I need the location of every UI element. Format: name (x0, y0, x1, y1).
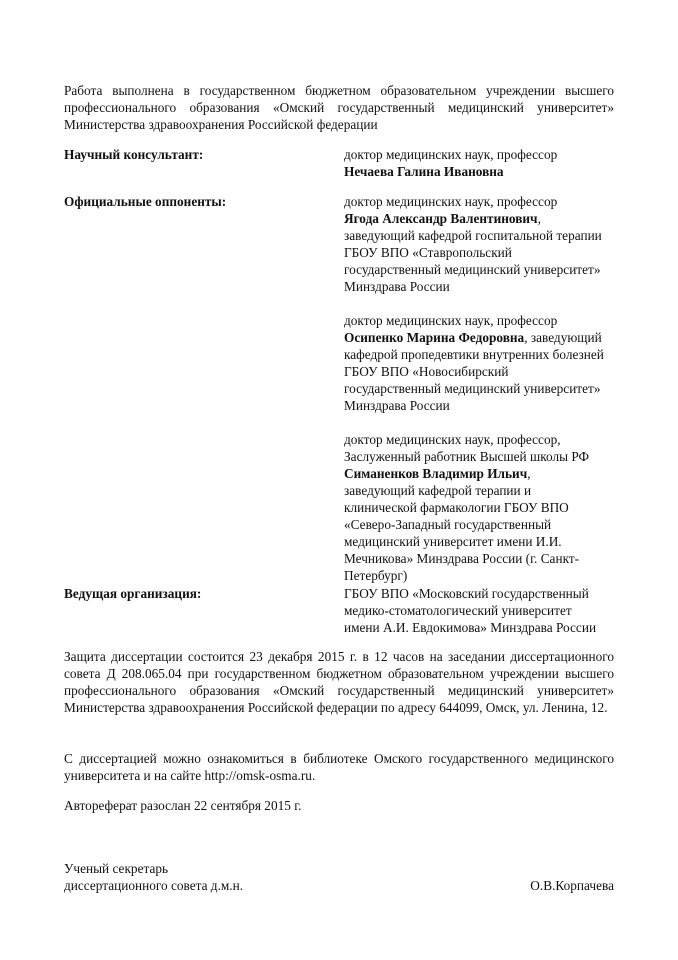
opponent-position: кафедрой пропедевтики внутренних болезней (344, 347, 604, 362)
leading-org-value (344, 585, 616, 636)
opponent-title: Заслуженный работник Высшей школы РФ (344, 449, 590, 464)
opponent-name-suffix: , (537, 211, 541, 226)
opponent-position: заведующий кафедрой терапии и (344, 483, 532, 498)
sent-date: Автореферат разослан 22 сентября 2015 г. (64, 798, 302, 813)
secretary-block (64, 860, 614, 894)
opponent-item (344, 193, 616, 295)
opponent-ministry: Минздрава России (344, 398, 450, 413)
opponent-position: заведующий кафедрой госпитальной терапии (344, 228, 602, 243)
opponent-name-suffix: , (527, 466, 531, 481)
secretary-name: О.В.Корпачева (530, 878, 614, 893)
opponents-list (344, 193, 616, 601)
consultant-value (344, 146, 616, 180)
opponent-org-line: ГБОУ ВПО «Новосибирский (344, 364, 509, 379)
consultant-label: Научный консультант: (64, 147, 204, 162)
opponents-label: Официальные оппоненты: (64, 194, 227, 209)
intro-paragraph: Работа выполнена в государственном бюджетном образовательном учреждении высшего профессионального образования «Омский государственный медицинский университет» Министерства здравоохранения Российской федерации (64, 83, 614, 132)
leading-org-line: ГБОУ ВПО «Московский государственный (344, 586, 589, 601)
library-paragraph: С диссертацией можно ознакомиться в библиотеке Омского государственного медицинского университета и на сайте http://omsk-osma.ru. (64, 751, 614, 783)
leading-org-line: медико-стоматологический университет (344, 603, 572, 618)
opponent-degree: доктор медицинских наук, профессор (344, 313, 558, 328)
opponent-degree: доктор медицинских наук, профессор (344, 194, 558, 209)
opponent-name-line (344, 210, 616, 227)
opponent-degree: доктор медицинских наук, профессор, (344, 432, 561, 447)
opponent-org-line: государственный медицинский университет» (344, 262, 601, 277)
opponent-item (344, 431, 616, 584)
opponent-name-suffix: , заведующий (524, 330, 602, 345)
opponent-name: Ягода Александр Валентинович (344, 211, 538, 226)
opponent-name-line (344, 465, 616, 482)
opponent-item (344, 312, 616, 414)
opponent-name: Осипенко Марина Федоровна (344, 330, 525, 345)
opponent-org-line: медицинский университет имени И.И. (344, 534, 562, 549)
defense-paragraph: Защита диссертации состоится 23 декабря 2015 г. в 12 часов на заседании диссертационного совета Д 208.065.04 при государственном бюджетном образовательном учреждении высшего профессионального образования «Омский государственный медицинский университет» Министерства здравоохранения Российской федерации по адресу 644099, Омск, ул. Ленина, 12. (64, 649, 614, 715)
consultant-name: Нечаева Галина Ивановна (344, 164, 504, 179)
opponent-org-line: Мечникова» Минздрава России (г. Санкт- (344, 551, 580, 566)
opponent-org-line: государственный медицинский университет» (344, 381, 601, 396)
leading-org-line: имени А.И. Евдокимова» Минздрава России (344, 620, 597, 635)
opponent-org-line: «Северо-Западный государственный (344, 517, 552, 532)
secretary-council: диссертационного совета д.м.н. (64, 878, 244, 893)
opponent-position: клинической фармакологии ГБОУ ВПО (344, 500, 569, 515)
opponent-org-line: Петербург) (344, 568, 408, 583)
secretary-title: Ученый секретарь (64, 861, 169, 876)
opponent-ministry: Минздрава России (344, 279, 450, 294)
consultant-degree: доктор медицинских наук, профессор (344, 147, 558, 162)
opponent-name: Симаненков Владимир Ильич (344, 466, 528, 481)
opponent-org-line: ГБОУ ВПО «Ставропольский (344, 245, 512, 260)
opponent-name-line (344, 329, 616, 346)
leading-org-label: Ведущая организация: (64, 586, 202, 601)
